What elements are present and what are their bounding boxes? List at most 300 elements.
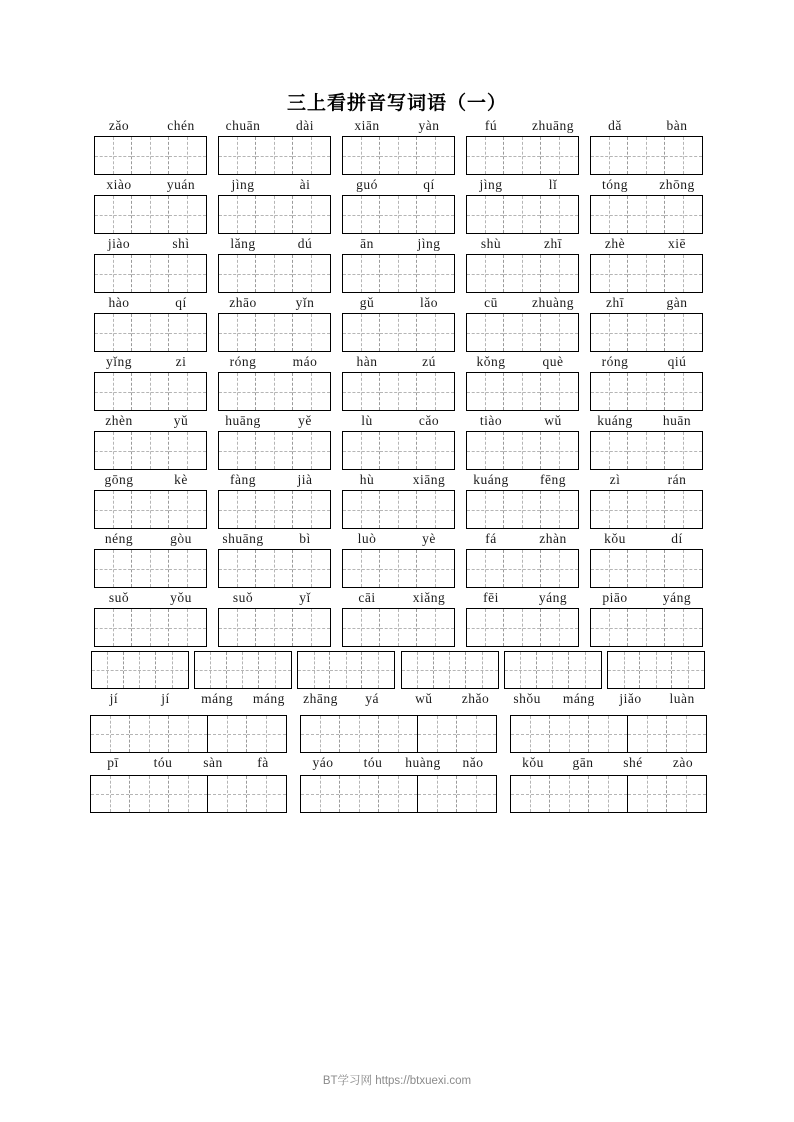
exercise-group	[88, 651, 191, 709]
writing-box[interactable]	[91, 776, 130, 812]
pinyin-label	[336, 529, 460, 549]
writing-boxes[interactable]	[466, 608, 579, 647]
writing-box[interactable]	[591, 196, 628, 233]
writing-box[interactable]	[256, 314, 293, 351]
writing-box[interactable]	[466, 652, 498, 688]
pinyin-syllable: piāo	[602, 590, 628, 605]
writing-box[interactable]	[293, 137, 330, 174]
writing-boxes[interactable]	[590, 608, 703, 647]
writing-box[interactable]	[665, 432, 702, 469]
writing-boxes[interactable]	[466, 136, 579, 175]
writing-box[interactable]	[293, 255, 330, 292]
pinyin-label	[336, 234, 460, 254]
writing-boxes[interactable]	[342, 313, 455, 352]
writing-boxes[interactable]	[90, 715, 287, 753]
writing-box[interactable]	[541, 432, 578, 469]
writing-box[interactable]	[541, 255, 578, 292]
writing-box[interactable]	[504, 255, 541, 292]
writing-boxes[interactable]	[590, 431, 703, 470]
writing-box[interactable]	[301, 776, 340, 812]
writing-box[interactable]	[219, 550, 256, 587]
pinyin-syllable: qiú	[667, 354, 687, 369]
writing-box[interactable]	[591, 550, 628, 587]
writing-boxes[interactable]	[342, 490, 455, 529]
writing-box[interactable]	[132, 373, 169, 410]
writing-boxes[interactable]	[510, 715, 707, 753]
writing-box[interactable]	[541, 373, 578, 410]
writing-box[interactable]	[219, 137, 256, 174]
pinyin-syllable: yǔ	[173, 413, 189, 428]
writing-boxes[interactable]	[218, 313, 331, 352]
writing-boxes[interactable]	[466, 549, 579, 588]
writing-box[interactable]	[91, 716, 130, 752]
writing-box[interactable]	[591, 491, 628, 528]
writing-box[interactable]	[132, 609, 169, 646]
writing-box[interactable]	[380, 255, 417, 292]
writing-box[interactable]	[95, 550, 132, 587]
writing-boxes[interactable]	[300, 775, 497, 813]
writing-box[interactable]	[219, 373, 256, 410]
pinyin-label	[460, 588, 584, 608]
writing-boxes[interactable]	[218, 195, 331, 234]
writing-boxes[interactable]	[342, 136, 455, 175]
pinyin-label	[212, 234, 336, 254]
writing-boxes[interactable]	[590, 372, 703, 411]
writing-box[interactable]	[219, 196, 256, 233]
pinyin-syllable: gān	[572, 755, 594, 770]
writing-box[interactable]	[417, 609, 454, 646]
writing-box[interactable]	[301, 716, 340, 752]
pinyin-label	[88, 411, 212, 431]
writing-box[interactable]	[343, 255, 380, 292]
writing-box[interactable]	[467, 550, 504, 587]
writing-box[interactable]	[628, 255, 665, 292]
exercise-row	[88, 775, 708, 813]
writing-boxes[interactable]	[590, 195, 703, 234]
pinyin-label	[584, 588, 708, 608]
writing-box[interactable]	[467, 373, 504, 410]
pinyin-label	[584, 175, 708, 195]
writing-box[interactable]	[256, 255, 293, 292]
writing-box[interactable]	[418, 776, 457, 812]
pinyin-syllable: tóu	[153, 755, 173, 770]
writing-box[interactable]	[541, 609, 578, 646]
writing-box[interactable]	[219, 491, 256, 528]
exercise-group	[584, 529, 708, 588]
writing-box[interactable]	[208, 776, 247, 812]
writing-box[interactable]	[628, 432, 665, 469]
pinyin-label	[336, 116, 460, 136]
writing-box[interactable]	[628, 373, 665, 410]
pinyin-label	[584, 293, 708, 313]
writing-boxes[interactable]	[94, 136, 207, 175]
writing-boxes[interactable]	[194, 651, 292, 689]
writing-boxes[interactable]	[590, 490, 703, 529]
writing-box[interactable]	[467, 432, 504, 469]
writing-box[interactable]	[132, 196, 169, 233]
writing-boxes[interactable]	[94, 254, 207, 293]
writing-boxes[interactable]	[342, 254, 455, 293]
exercise-group	[336, 529, 460, 588]
writing-box[interactable]	[504, 491, 541, 528]
writing-box[interactable]	[380, 609, 417, 646]
writing-box[interactable]	[380, 137, 417, 174]
writing-box[interactable]	[293, 432, 330, 469]
writing-boxes[interactable]	[94, 490, 207, 529]
writing-box[interactable]	[550, 716, 589, 752]
writing-boxes[interactable]	[466, 195, 579, 234]
writing-box[interactable]	[343, 491, 380, 528]
writing-box[interactable]	[298, 652, 330, 688]
exercise-row	[88, 175, 708, 234]
writing-box[interactable]	[380, 373, 417, 410]
writing-box[interactable]	[417, 255, 454, 292]
writing-box[interactable]	[417, 314, 454, 351]
writing-box[interactable]	[467, 255, 504, 292]
writing-boxes[interactable]	[90, 775, 287, 813]
pinyin-label	[584, 470, 708, 490]
writing-box[interactable]	[343, 137, 380, 174]
writing-box[interactable]	[628, 716, 667, 752]
writing-box[interactable]	[95, 491, 132, 528]
pinyin-syllable: máng	[252, 691, 285, 706]
writing-box[interactable]	[665, 314, 702, 351]
pinyin-syllable: rán	[667, 472, 687, 487]
writing-box[interactable]	[293, 196, 330, 233]
writing-box[interactable]	[340, 776, 379, 812]
writing-boxes[interactable]	[94, 313, 207, 352]
writing-box[interactable]	[628, 491, 665, 528]
writing-box[interactable]	[541, 196, 578, 233]
writing-box[interactable]	[550, 776, 589, 812]
pinyin-syllable: kè	[174, 472, 188, 487]
writing-box[interactable]	[608, 652, 640, 688]
writing-box[interactable]	[256, 491, 293, 528]
writing-boxes[interactable]	[218, 431, 331, 470]
writing-box[interactable]	[569, 652, 601, 688]
writing-boxes[interactable]	[504, 651, 602, 689]
writing-box[interactable]	[628, 550, 665, 587]
writing-box[interactable]	[589, 776, 628, 812]
writing-boxes[interactable]	[466, 431, 579, 470]
exercise-row	[88, 588, 708, 647]
writing-box[interactable]	[330, 652, 362, 688]
pinyin-label	[88, 234, 212, 254]
writing-box[interactable]	[628, 196, 665, 233]
pinyin-label	[584, 352, 708, 372]
writing-box[interactable]	[537, 652, 569, 688]
writing-box[interactable]	[467, 314, 504, 351]
exercise-group	[584, 588, 708, 647]
writing-box[interactable]	[169, 137, 206, 174]
writing-box[interactable]	[293, 373, 330, 410]
writing-boxes[interactable]	[466, 490, 579, 529]
writing-box[interactable]	[504, 432, 541, 469]
writing-box[interactable]	[132, 255, 169, 292]
pinyin-syllable: yǒu	[170, 590, 192, 605]
pinyin-label	[460, 470, 584, 490]
writing-boxes[interactable]	[466, 254, 579, 293]
writing-box[interactable]	[340, 716, 379, 752]
writing-box[interactable]	[541, 550, 578, 587]
writing-box[interactable]	[227, 652, 259, 688]
writing-box[interactable]	[130, 776, 169, 812]
writing-boxes[interactable]	[218, 549, 331, 588]
writing-boxes[interactable]	[218, 490, 331, 529]
exercise-group	[460, 588, 584, 647]
exercise-group	[88, 529, 212, 588]
writing-boxes[interactable]	[607, 651, 705, 689]
pinyin-label	[336, 588, 460, 608]
writing-box[interactable]	[591, 255, 628, 292]
writing-boxes[interactable]	[590, 313, 703, 352]
writing-box[interactable]	[259, 652, 291, 688]
writing-boxes[interactable]	[590, 549, 703, 588]
writing-box[interactable]	[132, 137, 169, 174]
writing-box[interactable]	[343, 550, 380, 587]
writing-boxes[interactable]	[94, 549, 207, 588]
writing-box[interactable]	[256, 432, 293, 469]
writing-boxes[interactable]	[466, 313, 579, 352]
writing-boxes[interactable]	[590, 254, 703, 293]
writing-box[interactable]	[504, 609, 541, 646]
writing-box[interactable]	[379, 776, 418, 812]
writing-box[interactable]	[132, 432, 169, 469]
writing-box[interactable]	[169, 550, 206, 587]
writing-box[interactable]	[467, 137, 504, 174]
writing-boxes[interactable]	[342, 608, 455, 647]
writing-box[interactable]	[92, 652, 124, 688]
writing-box[interactable]	[665, 550, 702, 587]
writing-box[interactable]	[169, 491, 206, 528]
writing-box[interactable]	[672, 652, 704, 688]
pinyin-syllable: yá	[365, 691, 380, 706]
writing-box[interactable]	[541, 137, 578, 174]
writing-box[interactable]	[665, 196, 702, 233]
writing-box[interactable]	[665, 137, 702, 174]
pinyin-label	[460, 529, 584, 549]
writing-box[interactable]	[417, 491, 454, 528]
writing-box[interactable]	[504, 550, 541, 587]
exercise-group	[88, 411, 212, 470]
writing-box[interactable]	[256, 196, 293, 233]
writing-boxes[interactable]	[91, 651, 189, 689]
writing-box[interactable]	[169, 776, 208, 812]
writing-box[interactable]	[667, 776, 706, 812]
writing-box[interactable]	[219, 314, 256, 351]
writing-box[interactable]	[504, 373, 541, 410]
writing-box[interactable]	[628, 776, 667, 812]
writing-box[interactable]	[256, 373, 293, 410]
writing-boxes[interactable]	[342, 195, 455, 234]
writing-boxes[interactable]	[300, 715, 497, 753]
writing-boxes[interactable]	[510, 775, 707, 813]
writing-box[interactable]	[665, 373, 702, 410]
exercise-row	[88, 470, 708, 529]
writing-box[interactable]	[95, 609, 132, 646]
writing-boxes[interactable]	[94, 608, 207, 647]
writing-box[interactable]	[219, 609, 256, 646]
writing-box[interactable]	[343, 314, 380, 351]
writing-box[interactable]	[247, 716, 286, 752]
pinyin-syllable: xiē	[668, 236, 686, 251]
writing-boxes[interactable]	[342, 372, 455, 411]
writing-box[interactable]	[256, 137, 293, 174]
writing-box[interactable]	[169, 373, 206, 410]
writing-box[interactable]	[505, 652, 537, 688]
writing-boxes[interactable]	[401, 651, 499, 689]
pinyin-label	[298, 753, 498, 773]
writing-box[interactable]	[467, 609, 504, 646]
writing-box[interactable]	[343, 432, 380, 469]
writing-box[interactable]	[195, 652, 227, 688]
writing-box[interactable]	[504, 196, 541, 233]
site-watermark: BT学习网 https://btxuexi.com	[322, 1075, 472, 1087]
pinyin-syllable: huān	[662, 413, 692, 428]
writing-box[interactable]	[293, 491, 330, 528]
pinyin-syllable: chén	[167, 118, 195, 133]
writing-box[interactable]	[169, 255, 206, 292]
exercise-group	[508, 775, 708, 813]
writing-box[interactable]	[665, 255, 702, 292]
pinyin-syllable: kǒu	[604, 531, 626, 546]
writing-box[interactable]	[293, 550, 330, 587]
writing-box[interactable]	[640, 652, 672, 688]
writing-box[interactable]	[293, 314, 330, 351]
writing-box[interactable]	[247, 776, 286, 812]
writing-box[interactable]	[591, 137, 628, 174]
writing-box[interactable]	[504, 137, 541, 174]
writing-box[interactable]	[380, 432, 417, 469]
pinyin-syllable: fá	[485, 531, 497, 546]
writing-box[interactable]	[434, 652, 466, 688]
writing-box[interactable]	[591, 314, 628, 351]
writing-box[interactable]	[95, 137, 132, 174]
pinyin-syllable: zi	[175, 354, 187, 369]
writing-box[interactable]	[169, 196, 206, 233]
writing-box[interactable]	[380, 196, 417, 233]
writing-box[interactable]	[628, 137, 665, 174]
writing-box[interactable]	[343, 196, 380, 233]
writing-box[interactable]	[95, 255, 132, 292]
writing-box[interactable]	[169, 609, 206, 646]
writing-box[interactable]	[343, 609, 380, 646]
writing-box[interactable]	[343, 373, 380, 410]
writing-box[interactable]	[95, 432, 132, 469]
writing-box[interactable]	[379, 716, 418, 752]
writing-box[interactable]	[511, 716, 550, 752]
pinyin-syllable: hàn	[356, 354, 378, 369]
pinyin-syllable: dú	[297, 236, 313, 251]
writing-box[interactable]	[457, 776, 496, 812]
writing-box[interactable]	[665, 491, 702, 528]
writing-box[interactable]	[511, 776, 550, 812]
writing-box[interactable]	[95, 373, 132, 410]
writing-box[interactable]	[256, 550, 293, 587]
writing-boxes[interactable]	[297, 651, 395, 689]
writing-box[interactable]	[504, 314, 541, 351]
writing-boxes[interactable]	[94, 431, 207, 470]
writing-box[interactable]	[589, 716, 628, 752]
writing-box[interactable]	[417, 373, 454, 410]
pinyin-label	[584, 116, 708, 136]
writing-box[interactable]	[169, 716, 208, 752]
pinyin-syllable: bì	[299, 531, 311, 546]
writing-box[interactable]	[380, 550, 417, 587]
writing-box[interactable]	[132, 491, 169, 528]
writing-box[interactable]	[591, 609, 628, 646]
exercise-group	[88, 293, 212, 352]
writing-boxes[interactable]	[94, 195, 207, 234]
writing-box[interactable]	[130, 716, 169, 752]
writing-box[interactable]	[156, 652, 188, 688]
writing-boxes[interactable]	[218, 254, 331, 293]
writing-box[interactable]	[628, 314, 665, 351]
writing-box[interactable]	[208, 716, 247, 752]
writing-box[interactable]	[95, 196, 132, 233]
writing-box[interactable]	[457, 716, 496, 752]
writing-box[interactable]	[591, 373, 628, 410]
writing-box[interactable]	[95, 314, 132, 351]
writing-box[interactable]	[380, 491, 417, 528]
writing-boxes[interactable]	[218, 372, 331, 411]
writing-box[interactable]	[467, 196, 504, 233]
pinyin-syllable: shǒu	[513, 691, 541, 706]
pinyin-syllable: fēi	[483, 590, 499, 605]
pinyin-syllable: máo	[292, 354, 318, 369]
writing-box[interactable]	[628, 609, 665, 646]
writing-boxes[interactable]	[94, 372, 207, 411]
writing-box[interactable]	[219, 255, 256, 292]
writing-box[interactable]	[124, 652, 156, 688]
writing-box[interactable]	[256, 609, 293, 646]
exercise-group	[191, 651, 294, 709]
writing-box[interactable]	[417, 196, 454, 233]
writing-box[interactable]	[418, 716, 457, 752]
writing-box[interactable]	[293, 609, 330, 646]
exercise-group	[88, 588, 212, 647]
writing-box[interactable]	[541, 491, 578, 528]
writing-box[interactable]	[417, 550, 454, 587]
writing-box[interactable]	[667, 716, 706, 752]
exercise-group	[212, 411, 336, 470]
writing-box[interactable]	[169, 432, 206, 469]
writing-box[interactable]	[541, 314, 578, 351]
writing-box[interactable]	[665, 609, 702, 646]
writing-box[interactable]	[169, 314, 206, 351]
writing-box[interactable]	[362, 652, 394, 688]
writing-box[interactable]	[467, 491, 504, 528]
pinyin-syllable: lù	[361, 413, 373, 428]
writing-box[interactable]	[380, 314, 417, 351]
writing-box[interactable]	[417, 432, 454, 469]
writing-boxes[interactable]	[342, 431, 455, 470]
writing-box[interactable]	[417, 137, 454, 174]
writing-box[interactable]	[591, 432, 628, 469]
writing-box[interactable]	[132, 550, 169, 587]
writing-box[interactable]	[132, 314, 169, 351]
writing-boxes[interactable]	[342, 549, 455, 588]
exercise-group	[398, 651, 501, 709]
writing-boxes[interactable]	[218, 608, 331, 647]
writing-box[interactable]	[219, 432, 256, 469]
writing-boxes[interactable]	[590, 136, 703, 175]
writing-box[interactable]	[402, 652, 434, 688]
writing-boxes[interactable]	[466, 372, 579, 411]
writing-boxes[interactable]	[218, 136, 331, 175]
pinyin-syllable: shì	[172, 236, 190, 251]
pinyin-label	[88, 293, 212, 313]
